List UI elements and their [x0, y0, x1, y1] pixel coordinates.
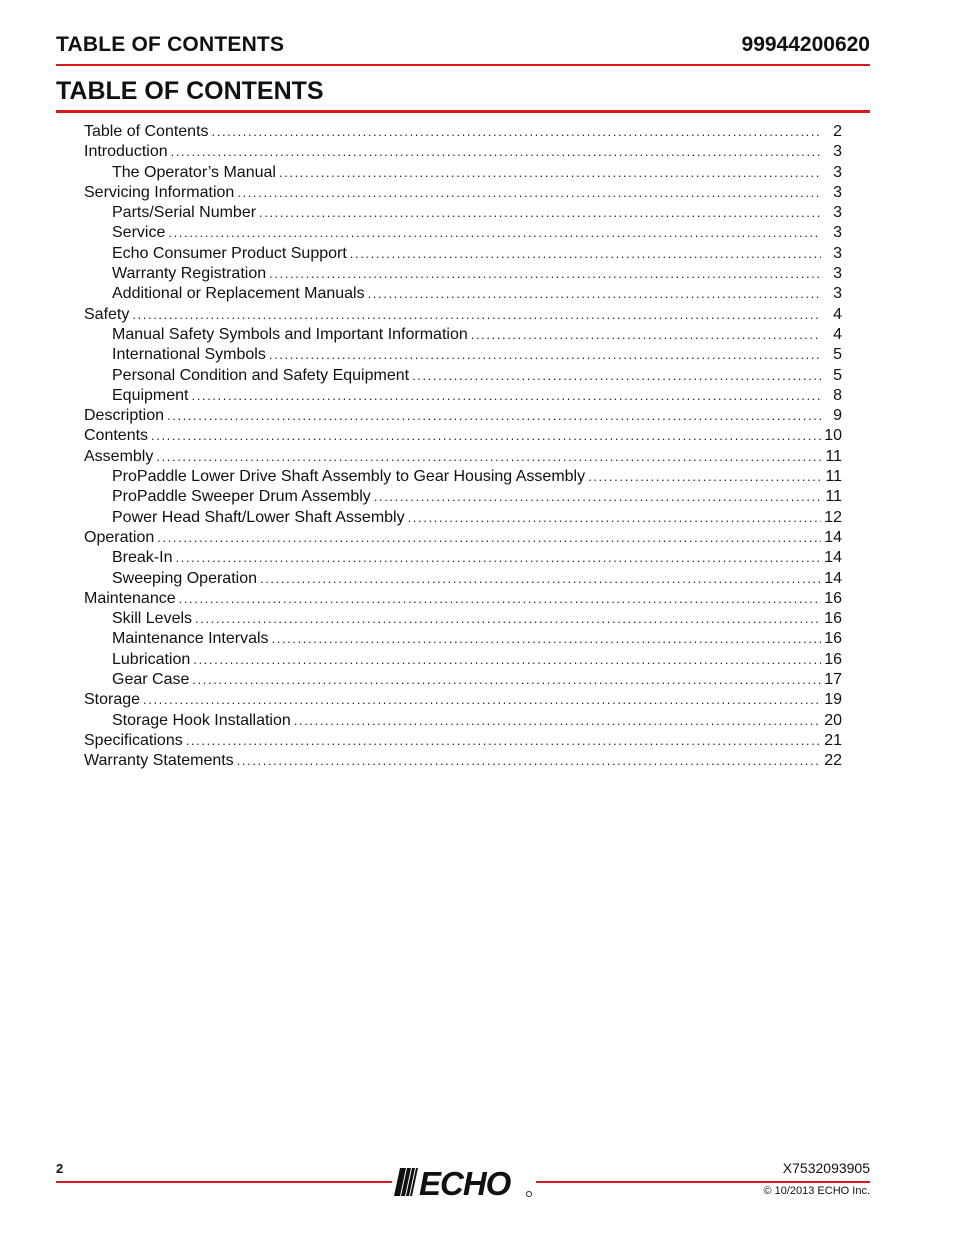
- toc-entry-title: ProPaddle Lower Drive Shaft Assembly to Gear Housing Assembly: [112, 468, 586, 486]
- toc-leader-dots: [279, 163, 821, 183]
- toc-entry-page: 5: [833, 366, 842, 384]
- toc-leader-dots: [212, 122, 821, 142]
- toc-leader-dots: [588, 467, 821, 487]
- toc-leader-dots: [195, 609, 821, 629]
- toc-entry[interactable]: [84, 487, 842, 507]
- footer-rule-right: [536, 1181, 870, 1183]
- toc-entry[interactable]: [84, 183, 842, 203]
- toc-entry[interactable]: [84, 569, 842, 589]
- header-section-title: TABLE OF CONTENTS: [56, 33, 285, 56]
- toc-entry-title: Description: [84, 407, 165, 425]
- toc-leader-dots: [408, 508, 821, 528]
- toc-entry[interactable]: [84, 589, 842, 609]
- toc-entry-page: 22: [824, 752, 842, 770]
- toc-leader-dots: [167, 406, 821, 426]
- toc-leader-dots: [368, 284, 821, 304]
- toc-leader-dots: [269, 264, 821, 284]
- toc-leader-dots: [171, 142, 821, 162]
- toc-entry-title: Warranty Registration: [112, 265, 267, 283]
- toc-entry-title: Gear Case: [112, 671, 190, 689]
- toc-entry-page: 11: [825, 447, 842, 465]
- toc-entry[interactable]: [84, 345, 842, 365]
- toc-entry-page: 20: [824, 711, 842, 729]
- toc-entry-title: ProPaddle Sweeper Drum Assembly: [112, 488, 371, 506]
- toc-entry-page: 19: [824, 691, 842, 709]
- toc-entry-title: Echo Consumer Product Support: [112, 244, 347, 262]
- toc-entry-title: Warranty Statements: [84, 752, 234, 770]
- toc-entry[interactable]: [84, 386, 842, 406]
- toc-entry-title: Servicing Information: [84, 183, 235, 201]
- toc-entry-title: Personal Condition and Safety Equipment: [112, 366, 410, 384]
- toc-leader-dots: [294, 711, 821, 731]
- toc-leader-dots: [186, 731, 821, 751]
- toc-entry[interactable]: [84, 305, 842, 325]
- toc-entry[interactable]: [84, 406, 842, 426]
- toc-entry[interactable]: [84, 650, 842, 670]
- toc-entry-page: 10: [824, 427, 842, 445]
- toc-entry[interactable]: [84, 690, 842, 710]
- footer-copyright: © 10/2013 ECHO Inc.: [763, 1185, 870, 1197]
- toc-entry-title: Specifications: [84, 731, 183, 749]
- footer-code: X7532093905: [782, 1160, 870, 1176]
- toc-entry-title: Contents: [84, 427, 149, 445]
- toc-entry-title: Introduction: [84, 143, 168, 161]
- toc-entry-title: Assembly: [84, 447, 154, 465]
- toc-entry-page: 9: [833, 407, 842, 425]
- toc-entry-page: 3: [833, 285, 842, 303]
- toc-leader-dots: [237, 751, 821, 771]
- toc-leader-dots: [259, 203, 821, 223]
- toc-entry[interactable]: [84, 548, 842, 568]
- toc-entry[interactable]: [84, 325, 842, 345]
- echo-logo-icon: [392, 1166, 536, 1198]
- footer-rule-left: [56, 1181, 392, 1183]
- toc-entry[interactable]: [84, 609, 842, 629]
- toc-entry-page: 3: [833, 265, 842, 283]
- toc-entry-title: Power Head Shaft/Lower Shaft Assembly: [112, 508, 405, 526]
- toc-leader-dots: [412, 366, 821, 386]
- toc-entry[interactable]: [84, 264, 842, 284]
- toc-leader-dots: [151, 426, 821, 446]
- toc-entry-title: Lubrication: [112, 650, 191, 668]
- toc-entry-page: 8: [833, 386, 842, 404]
- toc-entry[interactable]: [84, 670, 842, 690]
- logo-text: ECHO: [419, 1166, 511, 1198]
- toc-entry-page: 4: [833, 325, 842, 343]
- page-header: [56, 32, 870, 66]
- toc-entry-page: 16: [824, 610, 842, 628]
- toc-entry-title: Service: [112, 224, 166, 242]
- toc-entry[interactable]: [84, 711, 842, 731]
- toc-entry-page: 16: [824, 630, 842, 648]
- toc-entry-title: Operation: [84, 528, 155, 546]
- toc-leader-dots: [157, 528, 821, 548]
- toc-entry[interactable]: [84, 467, 842, 487]
- toc-entry[interactable]: [84, 203, 842, 223]
- toc-entry-page: 11: [825, 468, 842, 486]
- toc-entry-title: Break-In: [112, 549, 173, 567]
- toc-entry[interactable]: [84, 163, 842, 183]
- footer-page-number: 2: [56, 1161, 64, 1176]
- toc-leader-dots: [269, 345, 821, 365]
- toc-entry-page: 3: [833, 204, 842, 222]
- toc-entry-title: Additional or Replacement Manuals: [112, 285, 365, 303]
- toc-entry-title: Storage: [84, 691, 141, 709]
- toc-entry-page: 14: [824, 549, 842, 567]
- toc-entry-page: 3: [833, 244, 842, 262]
- toc-entry[interactable]: [84, 731, 842, 751]
- toc-entry-title: Parts/Serial Number: [112, 204, 257, 222]
- toc-leader-dots: [143, 690, 821, 710]
- toc-entry-page: 14: [824, 528, 842, 546]
- toc-entry-title: Storage Hook Installation: [112, 711, 291, 729]
- toc-leader-dots: [192, 386, 822, 406]
- toc-entry-title: International Symbols: [112, 346, 266, 364]
- toc-entry-title: Manual Safety Symbols and Important Information: [112, 325, 468, 343]
- toc-entry-title: Equipment: [112, 386, 189, 404]
- toc-entry-page: 16: [824, 589, 842, 607]
- toc-leader-dots: [132, 305, 821, 325]
- toc-entry-title: Table of Contents: [84, 123, 209, 140]
- toc-entry-title: Skill Levels: [112, 610, 193, 628]
- toc-leader-dots: [175, 548, 821, 568]
- toc-entry[interactable]: [84, 366, 842, 386]
- toc-leader-dots: [260, 569, 821, 589]
- toc-entry[interactable]: [84, 447, 842, 467]
- toc-leader-dots: [471, 325, 821, 345]
- toc-leader-dots: [179, 589, 821, 609]
- toc-leader-dots: [237, 183, 821, 203]
- toc-entry[interactable]: [84, 284, 842, 304]
- toc-entry-page: 11: [825, 488, 842, 506]
- toc-entry-page: 17: [824, 671, 842, 689]
- toc-entry-page: 3: [833, 143, 842, 161]
- toc-leader-dots: [272, 629, 821, 649]
- toc-entry[interactable]: [84, 629, 842, 649]
- toc-entry-title: Sweeping Operation: [112, 569, 257, 587]
- toc-entry-title: Maintenance Intervals: [112, 630, 269, 648]
- toc-leader-dots: [156, 447, 821, 467]
- toc-entry-page: 4: [833, 305, 842, 323]
- toc-entry[interactable]: [84, 751, 842, 771]
- toc-entry[interactable]: [84, 508, 842, 528]
- toc-entry[interactable]: [84, 528, 842, 548]
- toc-leader-dots: [374, 487, 821, 507]
- toc-entry-page: 5: [833, 346, 842, 364]
- toc-entry-title: Safety: [84, 305, 130, 323]
- toc-entry[interactable]: [84, 142, 842, 162]
- toc-leader-dots: [168, 223, 821, 243]
- toc-entry-page: 16: [824, 650, 842, 668]
- toc-entry[interactable]: [84, 426, 842, 446]
- toc-entry-title: The Operator’s Manual: [112, 163, 276, 181]
- toc-entry-page: 2: [833, 123, 842, 140]
- toc-entry-page: 21: [824, 731, 842, 749]
- toc-entry-page: 14: [824, 569, 842, 587]
- toc-entry-page: 12: [824, 508, 842, 526]
- toc-leader-dots: [350, 244, 821, 264]
- toc-entry[interactable]: [84, 223, 842, 243]
- toc-entry-title: Maintenance: [84, 589, 176, 607]
- header-doc-number: 99944200620: [741, 33, 870, 56]
- toc-entry-page: 3: [833, 163, 842, 181]
- table-of-contents: [84, 122, 842, 772]
- toc-leader-dots: [193, 650, 821, 670]
- toc-entry-page: 3: [833, 224, 842, 242]
- toc-entry-page: 3: [833, 183, 842, 201]
- toc-leader-dots: [192, 670, 821, 690]
- page-title: TABLE OF CONTENTS: [56, 76, 870, 113]
- toc-entry[interactable]: [84, 244, 842, 264]
- toc-entry[interactable]: [84, 122, 842, 142]
